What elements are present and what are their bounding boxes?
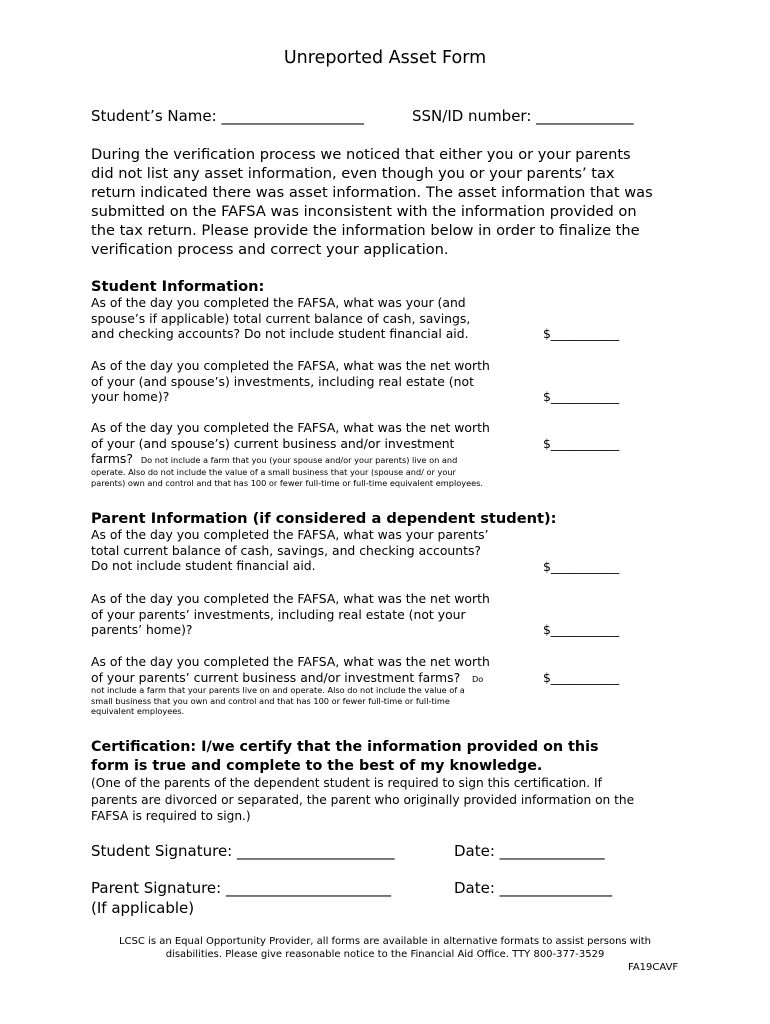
certification-instructions: (One of the parents of the dependent student is required to sign this certification. If parents are divorced or separated, the parent who originally provided information on the FAFSA is required to sign.) bbox=[91, 776, 635, 823]
parent-cash-question: As of the day you completed the FAFSA, what was your parents’ total current balance of cash, savings, and checking accounts? Do not include student financial aid. bbox=[91, 527, 489, 574]
parent-business-note: not include a farm that your parents live on and operate. Also do not include the value of a small business that you own and control and that has 100 or fewer full-time or full-time equivalent employees. bbox=[91, 685, 465, 717]
parent-signature-note: (If applicable) bbox=[91, 899, 195, 917]
form-code: FA19CAVF bbox=[628, 962, 679, 973]
student-business-note: operate. Also do not include the value of a small business that your (spouse and/ or your parents) own and control and that has 100 or fewer full-time or full-time equivalent employees. bbox=[91, 467, 484, 488]
intro-paragraph: During the verification process we noticed that either you or your parents did not list any asset information, even though you or your parents’ tax return indicated there was asset information. The asset information that was submitted on the FAFSA was inconsistent with the information provided on the tax return. Please provide the information below in order to finalize the verification process and correct your application. bbox=[91, 146, 653, 258]
student-investments-amount-field[interactable]: $___________ bbox=[543, 389, 620, 404]
student-cash-question: As of the day you completed the FAFSA, what was your (and spouse’s if applicable) total current balance of cash, savings, and checking accounts? Do not include student financial aid. bbox=[91, 295, 471, 342]
equal-opportunity-footer: LCSC is an Equal Opportunity Provider, all forms are available in alternative formats to assist persons with disabilities. Please give reasonable notice to the Financial Aid Office. TTY 800-377-3529 bbox=[118, 936, 652, 960]
student-information-heading: Student Information: bbox=[91, 278, 265, 295]
student-business-amount-field[interactable]: $___________ bbox=[543, 436, 620, 451]
parent-business-amount-field[interactable]: $___________ bbox=[543, 670, 620, 685]
student-signature-field[interactable]: Student Signature: _____________________ bbox=[91, 842, 395, 860]
parent-date-field[interactable]: Date: _______________ bbox=[454, 879, 613, 897]
parent-investments-amount-field[interactable]: $___________ bbox=[543, 622, 620, 637]
student-name-field[interactable]: Student’s Name: ___________________ bbox=[91, 107, 364, 125]
ssn-id-field[interactable]: SSN/ID number: _____________ bbox=[412, 107, 634, 125]
parent-investments-question: As of the day you completed the FAFSA, what was the net worth of your parents’ investments, including real estate (not your parents’ home)? bbox=[91, 591, 490, 638]
student-investments-question: As of the day you completed the FAFSA, what was the net worth of your (and spouse’s) investments, including real estate (not your home)? bbox=[91, 358, 490, 405]
student-business-question: As of the day you completed the FAFSA, what was the net worth of your (and spouse’s) current business and/or investment farms? Do not include a farm that you (your spouse and/or your parents) live on and bbox=[91, 420, 490, 467]
form-title: Unreported Asset Form bbox=[283, 48, 487, 68]
parent-signature-field[interactable]: Parent Signature: ______________________ bbox=[91, 879, 391, 897]
parent-information-heading: Parent Information (if considered a dependent student): bbox=[91, 510, 557, 527]
student-cash-amount-field[interactable]: $___________ bbox=[543, 326, 620, 341]
certification-heading: Certification: I/we certify that the information provided on this form is true and complete to the best of my knowledge. bbox=[91, 739, 599, 774]
student-date-field[interactable]: Date: ______________ bbox=[454, 842, 605, 860]
parent-business-question: As of the day you completed the FAFSA, what was the net worth of your parents’ current business and/or investment farms? Do bbox=[91, 654, 490, 685]
parent-cash-amount-field[interactable]: $___________ bbox=[543, 559, 620, 574]
